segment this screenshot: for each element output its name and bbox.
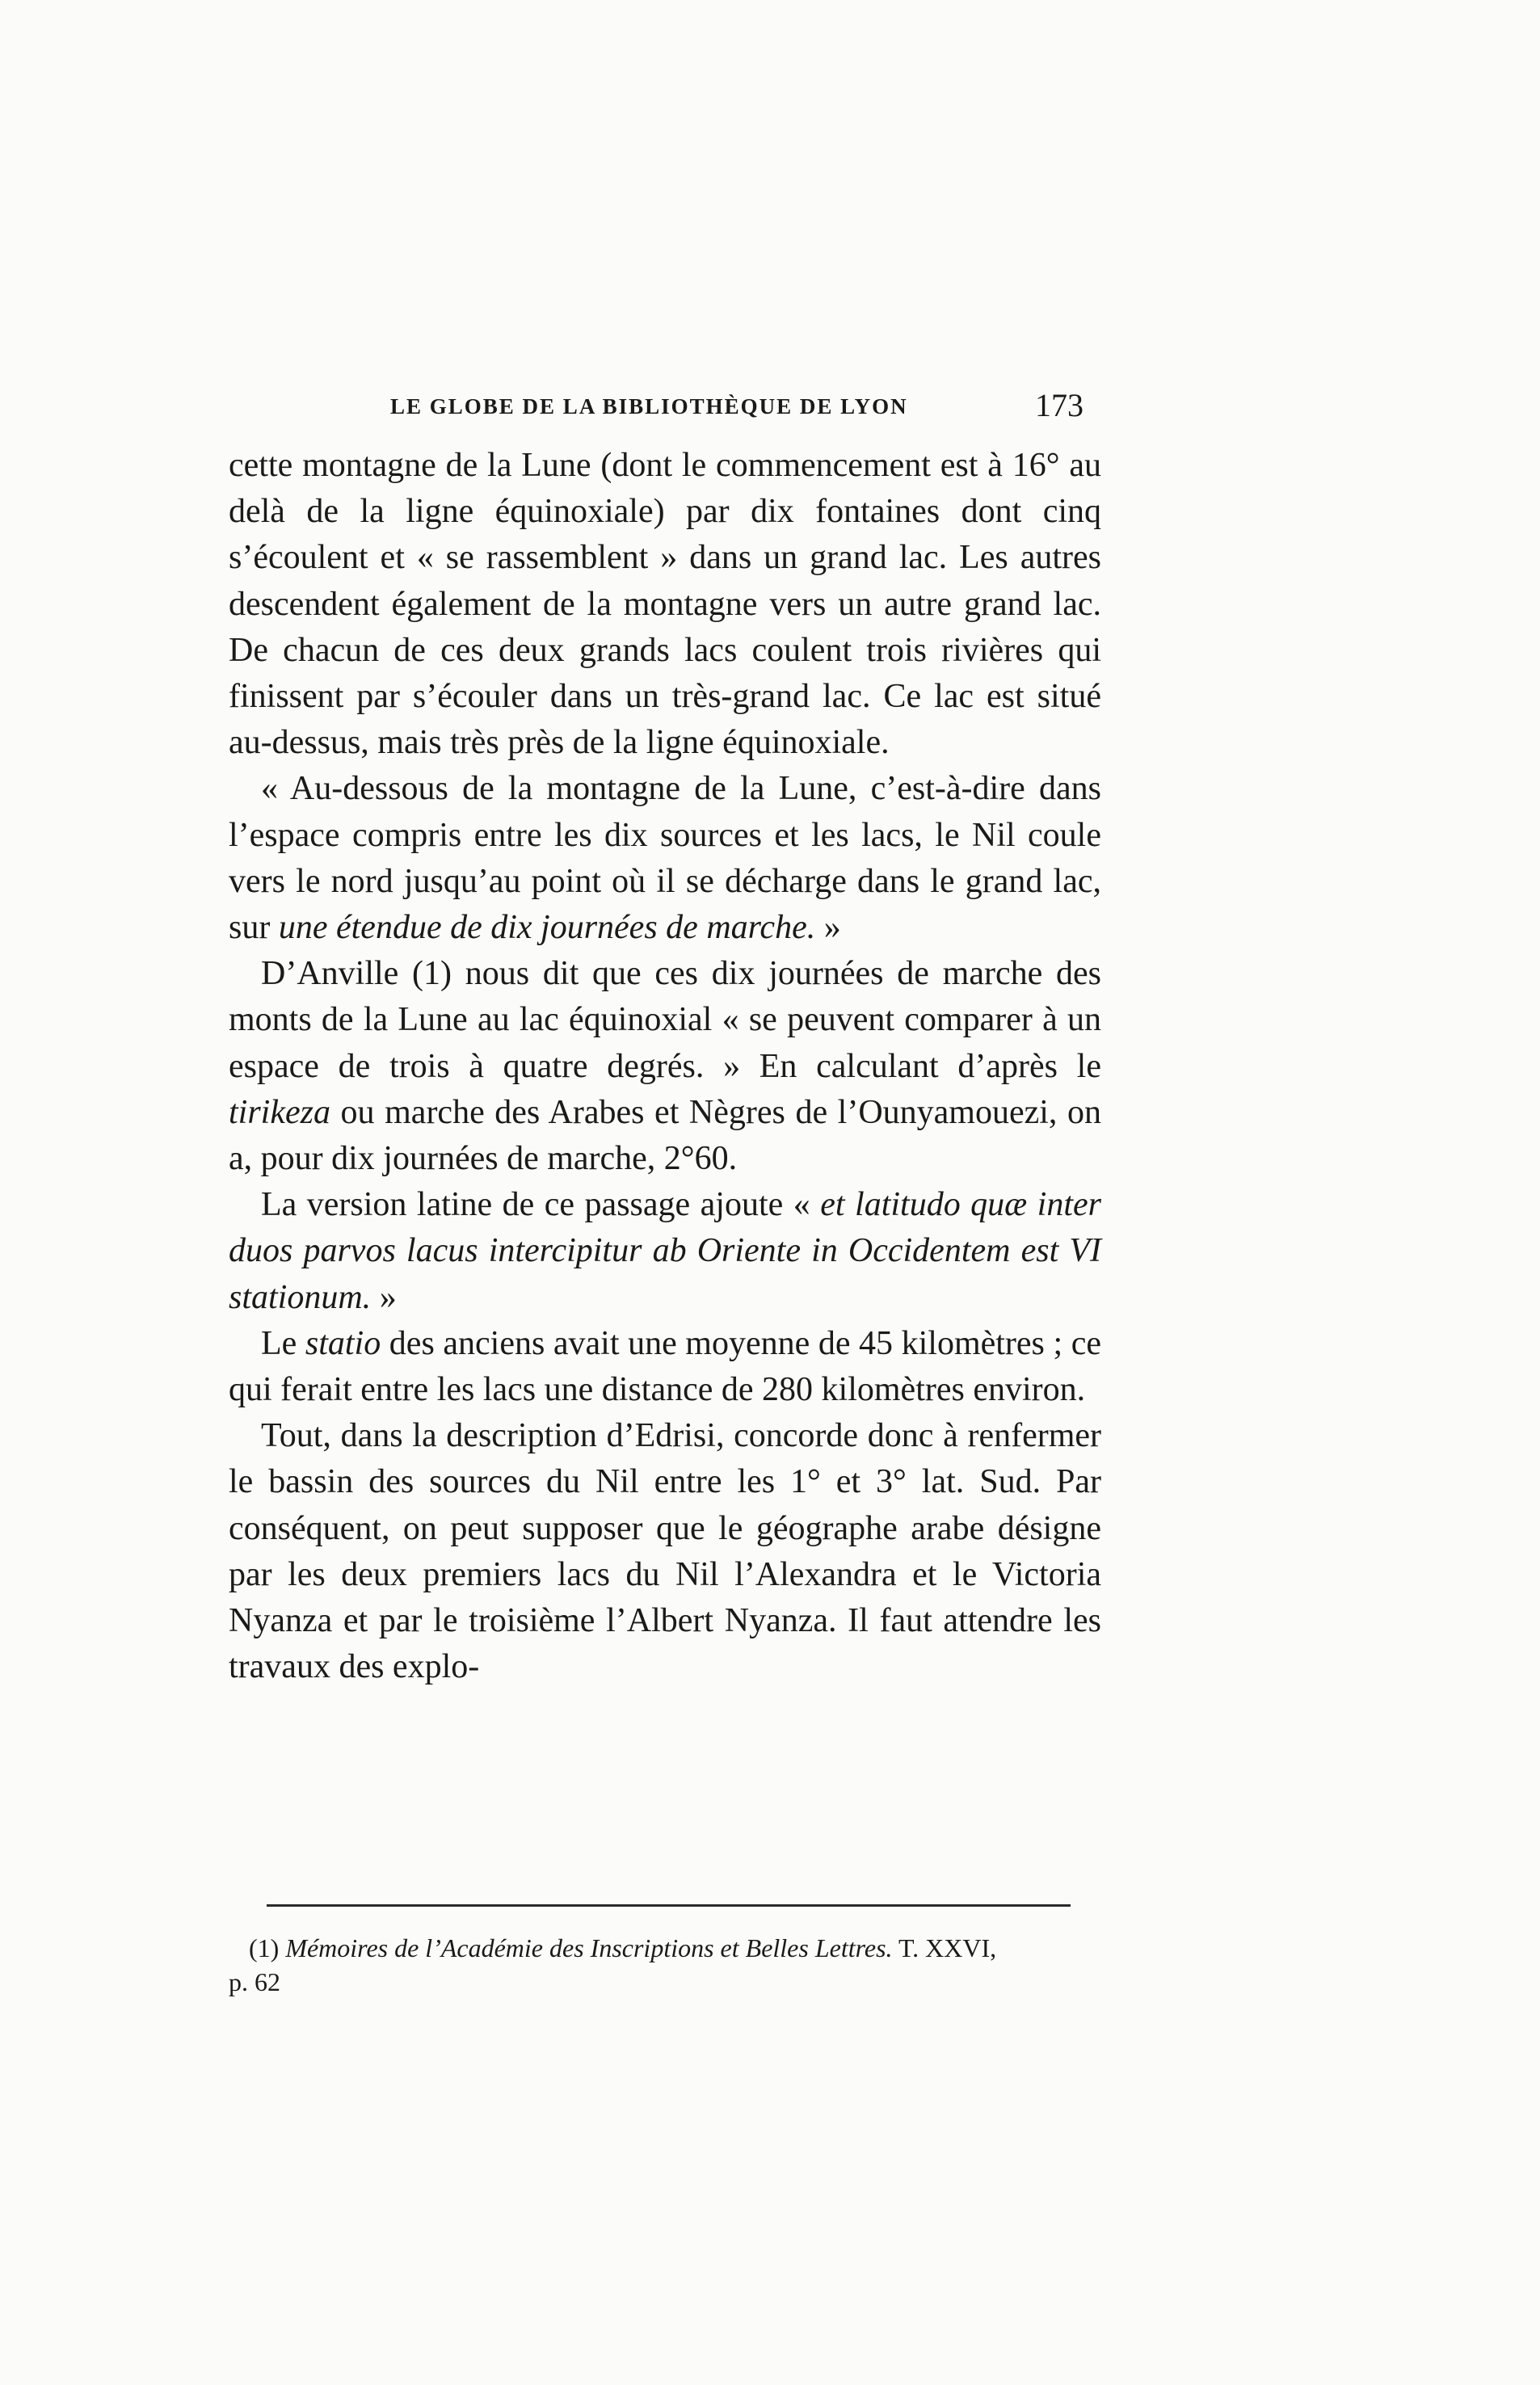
paragraph-5: [229, 1321, 1101, 1413]
paragraph-1: [229, 443, 1101, 766]
paragraph-3: [229, 951, 1101, 1182]
running-title: LE GLOBE DE LA BIBLIOTHÈQUE DE LYON: [390, 394, 908, 419]
footnote-line-2: [229, 1965, 1101, 1999]
paragraph-2-text-b: »: [815, 909, 841, 947]
paragraph-5-text-a: Le: [261, 1324, 305, 1362]
paragraph-4-text-b: »: [371, 1278, 397, 1316]
footnote-ref: T. XXVI,: [898, 1933, 997, 1962]
footnote-title: Mémoires de l’Académie des Inscriptions et Belles Lettres.: [285, 1933, 893, 1962]
paragraph-6: [229, 1413, 1101, 1690]
paragraph-3-italic: tirikeza: [229, 1093, 330, 1131]
footnote-page: p. 62: [229, 1967, 280, 1996]
footnote-divider: [267, 1904, 1071, 1907]
paragraph-2: [229, 766, 1101, 951]
footnote-marker: (1): [249, 1933, 280, 1962]
paragraph-4-italic: et latitudo quæ inter duos parvos lacus intercipitur ab Oriente in Occidentem est VI stationum.: [229, 1186, 1101, 1316]
paragraph-4: [229, 1182, 1101, 1321]
paragraph-1-text: cette montagne de la Lune (dont le commencement est à 16° au delà de la ligne équinoxiale) par dix fontaines dont cinq s’écoulent et « se rassemblent » dans un grand lac. Les autres descendent également de la montagne vers un autre grand lac. De chacun de ces deux grands lacs coulent trois rivières qui finissent par s’écouler dans un très-grand lac. Ce lac est situé au-dessus, mais très près de la ligne équinoxiale.: [229, 447, 1101, 762]
page-header: [229, 380, 1101, 428]
paragraph-5-text-b: des anciens avait une moyenne de 45 kilomètres ; ce qui ferait entre les lacs une distance de 280 kilomètres environ.: [229, 1324, 1101, 1409]
paragraph-3-text-b: ou marche des Arabes et Nègres de l’Ounyamouezi, on a, pour dix journées de marche, 2°60.: [229, 1093, 1101, 1178]
page-number: 173: [1035, 387, 1083, 423]
paragraph-2-text-a: « Au-dessous de la montagne de la Lune, c’est-à-dire dans l’espace compris entre les dix sources et les lacs, le Nil coule vers le nord jusqu’au point où il se décharge dans le grand lac, sur: [229, 770, 1101, 947]
paragraph-5-italic: statio: [305, 1324, 381, 1362]
paragraph-3-text-a: D’Anville (1) nous dit que ces dix journées de marche des monts de la Lune au lac équinoxial « se peuvent comparer à un espace de trois à quatre degrés. » En calculant d’après le: [229, 955, 1101, 1085]
paragraph-2-italic: une étendue de dix journées de marche.: [278, 909, 816, 947]
paragraph-6-text: Tout, dans la description d’Edrisi, concorde donc à renfermer le bassin des sources du Nil entre les 1° et 3° lat. Sud. Par conséquent, on peut supposer que le géographe arabe désigne par les deux premiers lacs du Nil l’Alexandra et le Victoria Nyanza et par le troisième l’Albert Nyanza. Il faut attendre les travaux des explo-: [229, 1417, 1101, 1686]
paragraph-4-text-a: La version latine de ce passage ajoute «: [261, 1186, 821, 1224]
footnote: [229, 1931, 1101, 1999]
footnote-line-1: [229, 1931, 1101, 1965]
main-text: [229, 443, 1101, 1690]
